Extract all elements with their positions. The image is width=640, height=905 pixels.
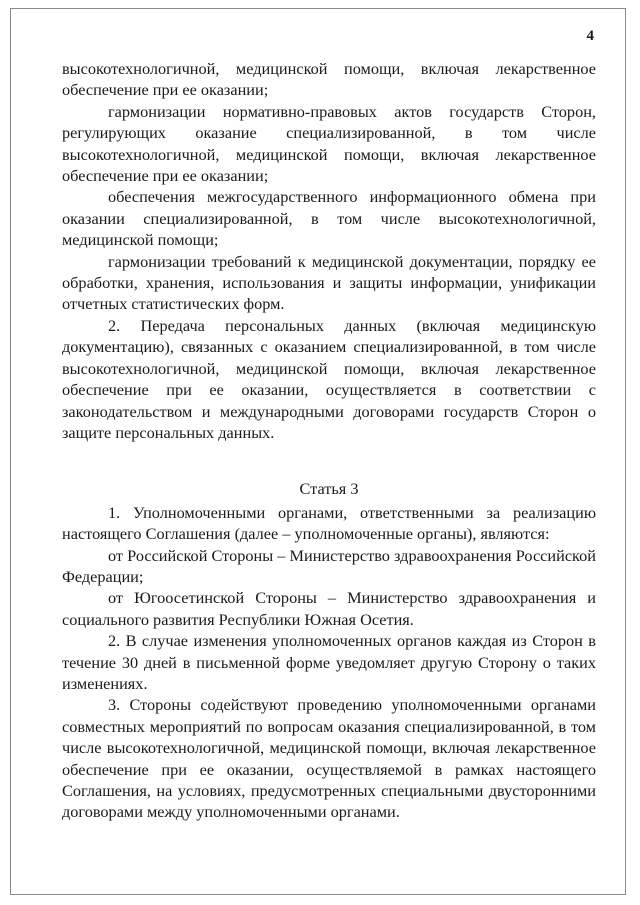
paragraph-joint-activities: 3. Стороны содействуют проведению уполномоченными органами совместных мероприятий по вопросам оказания специализированной, в том числе высокотехнологичной, медицинской помощи, включая лекарственное обеспечение при ее оказании, осуществляемой в рамках настоящего Соглашения, на условиях, предусмотренных специальными двусторонними договорами между уполномоченными органами.	[62, 695, 596, 822]
paragraph-information-exchange: обеспечения межгосударственного информационного обмена при оказании специализированной, в том числе высокотехнологичной, медицинской помощи;	[62, 187, 596, 250]
paragraph-russian-side: от Российской Стороны – Министерство здравоохранения Российской Федерации;	[62, 545, 596, 586]
paragraph-personal-data: 2. Передача персональных данных (включая медицинскую документацию), связанных с оказанием специализированной, в том числе высокотехнологичной, медицинской помощи, включая лекарственное обеспечение при ее оказании, осуществляется в соответствии с законодательством и международными договорами государств Сторон о защите персональных данных.	[62, 315, 596, 442]
paragraph-authorized-bodies: 1. Уполномоченными органами, ответственными за реализацию настоящего Соглашения (далее – уполномоченные органы), являются:	[62, 502, 596, 544]
document-body	[62, 58, 596, 823]
paragraph-continuation: высокотехнологичной, медицинской помощи, включая лекарственное обеспечение при ее оказании;	[62, 59, 596, 100]
paragraph-documentation-requirements: гармонизации требований к медицинской документации, порядку ее обработки, хранения, использования и защиты информации, унификации отчетных статистических форм.	[62, 251, 596, 314]
page-number: 4	[586, 28, 594, 44]
article-heading: Статья 3	[299, 479, 359, 499]
paragraph-change-notification: 2. В случае изменения уполномоченных органов каждая из Сторон в течение 30 дней в письменной форме уведомляет другую Сторону о таких изменениях.	[62, 631, 596, 693]
paragraph-south-ossetian-side: от Югоосетинской Стороны – Министерство здравоохранения и социального развития Республики Южная Осетия.	[62, 588, 596, 629]
paragraph-harmonization-acts: гармонизации нормативно-правовых актов государств Сторон, регулирующих оказание специализированной, в том числе высокотехнологичной, медицинской помощи, включая лекарственное обеспечение при ее оказании;	[62, 101, 596, 186]
